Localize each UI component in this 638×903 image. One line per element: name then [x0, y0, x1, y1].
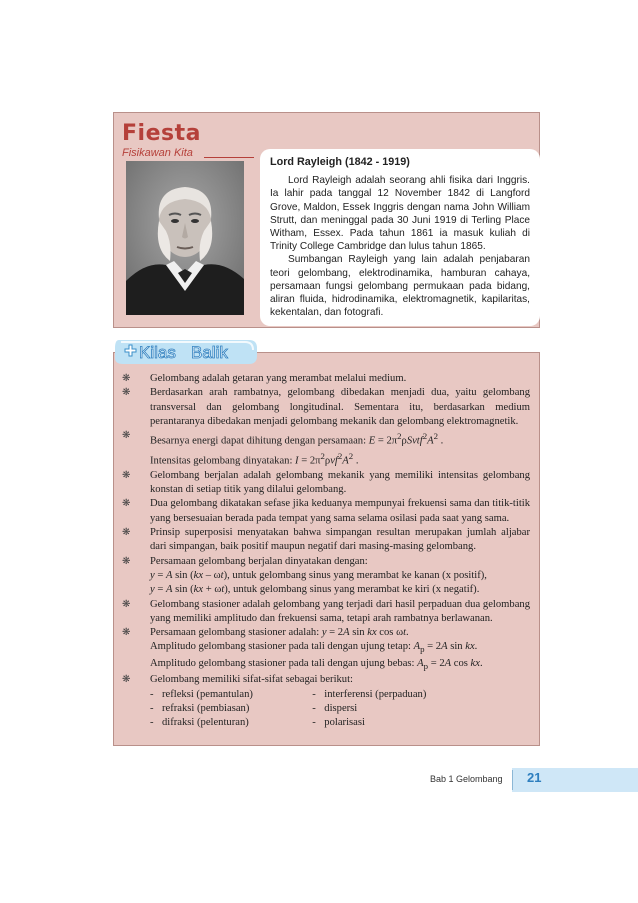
kilas-balik-tag — [113, 336, 259, 366]
bullet-icon: ❋ — [122, 674, 131, 686]
list-item — [122, 372, 530, 386]
list-item — [122, 386, 530, 429]
bullet-icon: ❋ — [122, 469, 131, 481]
list-item-text: Gelombang adalah getaran yang merambat melalui medium. — [150, 373, 407, 384]
list-item-text: Gelombang memiliki sifat-sifat sebagai berikut: — [150, 674, 353, 686]
balik-tag-label: Balik — [191, 343, 228, 362]
chapter-label: Bab 1 Gelombang — [430, 774, 503, 784]
list-item-text: Gelombang berjalan adalah gelombang mekanik yang memiliki intensitas gelombang konstan di setiap titik yang dilalui gelombang. — [150, 469, 530, 496]
bullet-icon: ❋ — [122, 627, 131, 639]
page-number: 21 — [527, 770, 542, 785]
list-item — [122, 497, 530, 526]
standing-wave-eq: Persamaan gelombang stasioner adalah: y = 2A sin kx cos ωt. — [150, 627, 409, 639]
amplitude-fixed-end: Amplitudo gelombang stasioner pada tali dengan ujung tetap: $A_p = 2A$ sin kx. — [150, 641, 478, 655]
list-item — [122, 555, 530, 598]
bullet-icon: ❋ — [122, 498, 131, 510]
property-item: - refleksi (pemantulan) — [150, 688, 253, 700]
list-item — [122, 626, 530, 673]
bullet-icon: ❋ — [122, 555, 131, 567]
properties-right — [312, 688, 530, 731]
amplitude-free-end: Amplitudo gelombang stasioner pada tali dengan ujung bebas: $A_p = 2A$ cos kx. — [150, 657, 483, 671]
property-item: - interferensi (perpaduan) — [312, 688, 427, 700]
wave-eq-right: y = A sin (kx – ωt), untuk gelombang sinus yang merambat ke kanan (x positif), — [150, 569, 487, 581]
bio-paragraph-2: Sumbangan Rayleigh yang lain adalah penjabaran teori gelombang, elektrodinamika, hamburan cahaya, persamaan fungsi gelombang permukaan pada bidang, aliran fluida, hidrodinamika, elektromagnetik, kapilaritas, kekentalan, dan fotografi. — [270, 254, 530, 319]
list-item-text: Gelombang stasioner adalah gelombang yang terjadi dari hasil perpaduan dua gelombang yang memiliki amplitudo dan frekuensi sama, tetapi arah rambatnya berlawanan. — [150, 598, 530, 624]
list-item — [122, 526, 530, 555]
list-item — [122, 598, 530, 627]
portrait-image — [126, 161, 244, 315]
intensity-equation-line: Intensitas gelombang dinyatakan: $I = 2\pi^2\rho vf^2A^2$ . — [150, 451, 359, 467]
energy-equation-line: Besarnya energi dapat dihitung dengan persamaan: $E = 2\pi^2\rho Svtf^2A^2$ . — [150, 431, 444, 447]
wave-eq-left: y = A sin (kx + ωt), untuk gelombang sinus yang merambat ke kiri (x negatif). — [150, 584, 480, 596]
property-item: - dispersi — [312, 702, 358, 714]
property-item: - refraksi (pembiasan) — [150, 702, 250, 714]
list-item-text: Persamaan gelombang berjalan dinyatakan dengan: — [150, 555, 368, 567]
list-item-text: Berdasarkan arah rambatnya, gelombang dibedakan menjadi dua, yaitu gelombang transversal dan gelombang longitudinal. Sementara itu, berdasarkan medium perantaranya dibedakan menjadi gelombang mekanik dan gelombang elektromagnetik. — [150, 387, 530, 427]
bio-paragraph-1: Lord Rayleigh adalah seorang ahli fisika dari Inggris. Ia lahir pada tanggal 12 November 1842 di Langford Grove, Maldon, Essek Inggris dengan nama John William Strutt, dan meninggal pada 30 Juni 1919 di Terling Place Witham, Essex. Pada tahun 1861 ia masuk kuliah di Trinity College Cambridge dan lulus tahun 1865. — [270, 175, 530, 253]
fiesta-subtitle: Fisikawan Kita — [122, 147, 193, 159]
fiesta-box — [113, 112, 540, 328]
bullet-icon: ❋ — [122, 430, 131, 442]
property-item: - difraksi (pelenturan) — [150, 717, 249, 729]
summary-list — [122, 372, 530, 730]
bullet-icon: ❋ — [122, 598, 131, 610]
bio-card — [260, 149, 540, 326]
property-item: - polarisasi — [312, 717, 365, 729]
portrait-photo — [126, 161, 244, 315]
fiesta-title: Fiesta — [122, 121, 201, 146]
list-item — [122, 429, 530, 469]
list-item-text: Dua gelombang dikatakan sefase jika keduanya mempunyai frekuensi sama dan titik-titik yang bersesuaian berada pada tempat yang sama selama osilasi pada saat yang sama. — [150, 498, 530, 524]
footer-divider — [512, 770, 513, 790]
kilas-tag-label: Kilas — [139, 343, 176, 362]
bio-heading: Lord Rayleigh (1842 - 1919) — [270, 156, 410, 168]
list-item-text: Prinsip superposisi menyatakan bahwa simpangan resultan merupakan jumlah aljabar dari simpangan, baik positif maupun negatif dari masing-masing gelombang. — [150, 527, 530, 553]
list-item — [122, 673, 530, 730]
properties-left — [150, 688, 312, 731]
bullet-icon: ❋ — [122, 373, 131, 384]
divider — [204, 157, 254, 158]
properties-columns — [150, 688, 530, 731]
list-item — [122, 469, 530, 498]
bullet-icon: ❋ — [122, 527, 131, 539]
bullet-icon: ❋ — [122, 387, 131, 399]
